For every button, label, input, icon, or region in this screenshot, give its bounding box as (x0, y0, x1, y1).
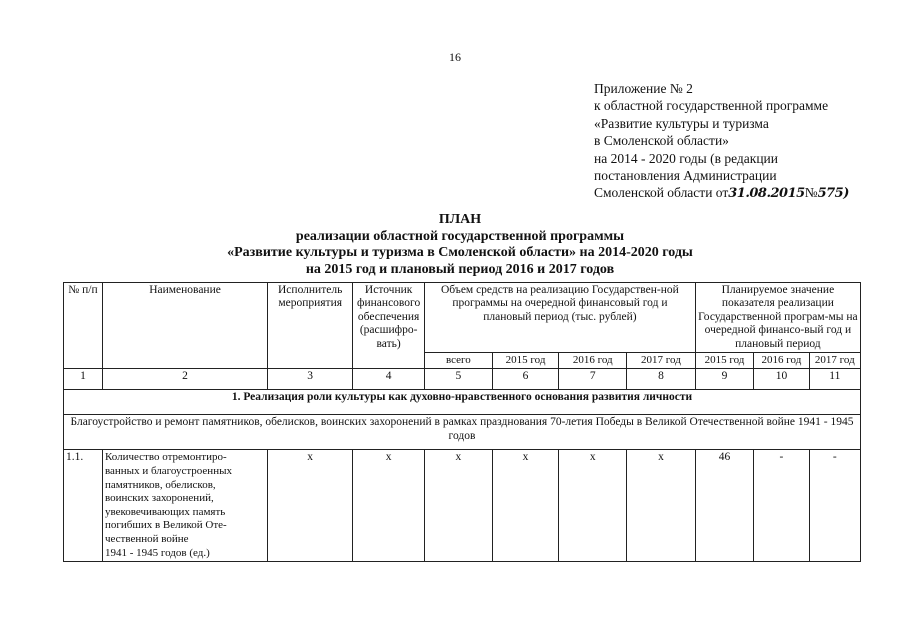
plan-table (63, 282, 861, 562)
table-header-row (64, 283, 861, 353)
row-ind-2016: - (754, 450, 809, 562)
column-number: 6 (492, 369, 559, 390)
annex-line-date (594, 184, 894, 202)
row-name-line: памятников, обелисков, (104, 478, 216, 491)
column-number: 9 (695, 369, 753, 390)
column-number: 10 (754, 369, 809, 390)
row-2017: x (627, 450, 696, 562)
header-name: Наименование (102, 283, 267, 369)
column-number-row (64, 369, 861, 390)
row-name-line: Количество отремонтиро- (104, 451, 227, 464)
annex-line: постановления Администрации (594, 168, 777, 184)
section-title: 1. Реализация роли культуры как духовно-нравственного основания развития личности (64, 390, 861, 415)
row-num: 1.1. (64, 450, 103, 562)
subsection-title: Благоустройство и ремонт памятников, обелисков, воинских захоронений в рамках празднования 70-летия Победы в Великой Отечественной войне 1941 - 1945 годов (64, 415, 861, 450)
row-name-line: увековечивающих память (104, 505, 226, 518)
header-year-total: всего (425, 353, 493, 369)
row-name-line: 1941 - 1945 годов (ед.) (104, 546, 210, 559)
header-indicator: Планируемое значение показателя реализации Государственной програм-мы на очередной финансо-вый год и плановый период (695, 283, 860, 353)
handwritten-date: 31.08.2015 (728, 186, 805, 202)
annex-line: Приложение № 2 (594, 81, 693, 96)
page-number: 16 (449, 50, 461, 64)
handwritten-number: 575) (817, 186, 849, 202)
row-name-line: погибших в Великой Оте- (104, 519, 227, 532)
annex-line: «Развитие культуры и туризма (594, 115, 769, 131)
header-executor: Исполнитель мероприятия (268, 283, 353, 369)
column-number: 11 (809, 369, 860, 390)
column-number: 5 (425, 369, 493, 390)
header-ind-2016: 2016 год (754, 353, 809, 369)
row-name-line: ванных и благоустроенных (104, 465, 232, 478)
row-2015: x (492, 450, 559, 562)
section-row (64, 390, 861, 415)
annex-line-prefix: Смоленской области от (594, 185, 729, 201)
title-line: реализации областной государственной программы (295, 228, 625, 244)
annex-block (594, 80, 894, 203)
column-number: 3 (268, 369, 353, 390)
column-number: 4 (353, 369, 425, 390)
header-year-2017: 2017 год (627, 353, 696, 369)
column-number: 2 (102, 369, 267, 390)
row-executor: x (268, 450, 353, 562)
row-ind-2017: - (809, 450, 860, 562)
table-row (64, 450, 861, 562)
header-funds: Объем средств на реализацию Государствен-ной программы на очередной финансовый год и плановый период (тыс. рублей) (425, 283, 696, 353)
row-2016: x (559, 450, 627, 562)
title-line: на 2015 год и плановый период 2016 и 2017 годов (305, 261, 615, 277)
annex-line: в Смоленской области» (594, 133, 729, 149)
document-title (100, 212, 820, 278)
column-number: 1 (64, 369, 103, 390)
header-year-2016: 2016 год (559, 353, 627, 369)
column-number: 7 (559, 369, 627, 390)
header-ind-2017: 2017 год (809, 353, 860, 369)
row-source: x (353, 450, 425, 562)
number-sign: № (804, 185, 818, 201)
annex-line: к областной государственной программе (594, 98, 829, 114)
title-line: ПЛАН (438, 212, 482, 227)
annex-line: на 2014 - 2020 годы (в редакции (594, 150, 778, 166)
row-total: x (425, 450, 493, 562)
row-ind-2015: 46 (695, 450, 753, 562)
subsection-row (64, 415, 861, 450)
row-name (102, 450, 267, 562)
header-source: Источник финансового обеспечения (расшифро-вать) (353, 283, 425, 369)
column-number: 8 (627, 369, 696, 390)
title-line: «Развитие культуры и туризма в Смоленской области» на 2014-2020 годы (227, 245, 693, 261)
row-name-line: воинских захоронений, (104, 492, 214, 505)
header-ind-2015: 2015 год (695, 353, 753, 369)
header-num: № п/п (64, 283, 103, 369)
header-year-2015: 2015 год (492, 353, 559, 369)
row-name-line: чественной войне (104, 533, 189, 545)
